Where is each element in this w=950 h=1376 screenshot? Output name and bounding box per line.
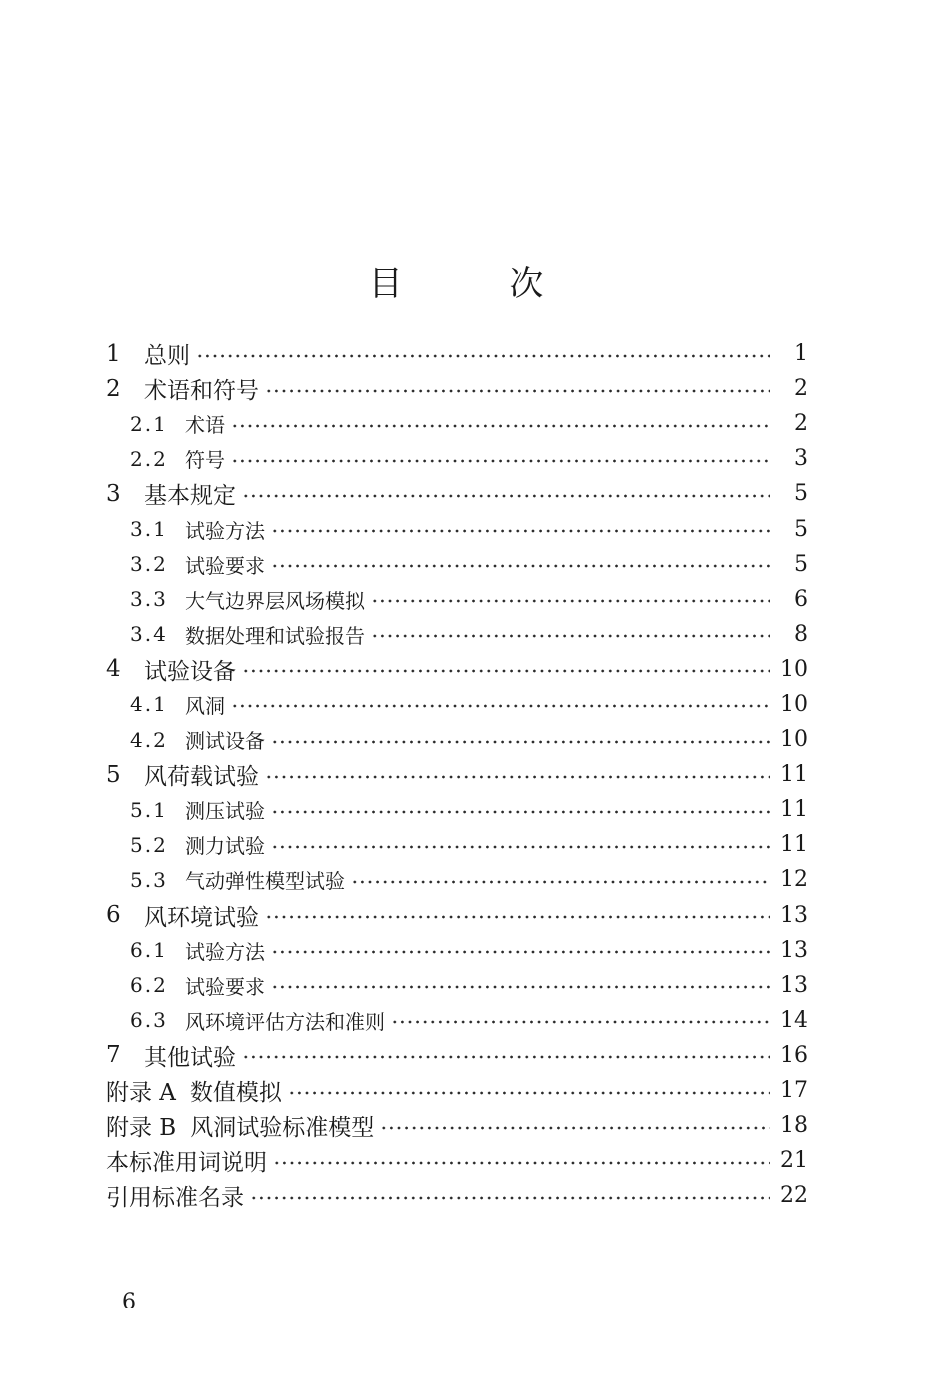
- toc-entry-number: 2.2: [130, 446, 168, 471]
- toc-entry-page: 6: [794, 586, 808, 612]
- toc-entry-title: 基本规定: [144, 483, 236, 510]
- page-title: 目 次: [368, 264, 592, 304]
- toc-entry-number: 2: [106, 375, 121, 402]
- dot-leader: [231, 704, 770, 708]
- toc-entry-number: 3.4: [130, 622, 168, 647]
- toc-entry-title: 引用标准名录: [106, 1185, 244, 1212]
- toc-entry-page: 11: [780, 797, 808, 823]
- toc-entry-number: 4: [106, 656, 121, 683]
- toc-entry-page: 17: [780, 1078, 808, 1104]
- toc-entry-number: 6.3: [130, 1008, 168, 1033]
- toc-entry-number: 3.2: [130, 552, 168, 577]
- dot-leader: [271, 845, 770, 849]
- toc-chapter-entry: [106, 898, 808, 933]
- toc-chapter-entry: [106, 476, 808, 511]
- toc-entry-page: 18: [780, 1113, 808, 1139]
- toc-entry-page: 3: [794, 446, 808, 472]
- toc-entry-number: 6.1: [130, 938, 168, 963]
- toc-entry-title: 试验方法: [185, 518, 265, 543]
- toc-entry-page: 1: [794, 341, 808, 367]
- toc-entry-number: 6: [106, 902, 121, 929]
- toc-section-entry: [106, 792, 808, 827]
- toc-entry-page: 14: [780, 1007, 808, 1033]
- toc-entry-number: 3.1: [130, 517, 168, 542]
- toc-entry-title: 试验设备: [144, 658, 236, 685]
- dot-leader: [231, 424, 770, 428]
- toc-entry-page: 10: [780, 656, 808, 682]
- toc-entry-page: 11: [780, 762, 808, 788]
- toc-section-entry: [106, 406, 808, 441]
- toc-entry-page: 5: [794, 481, 808, 507]
- toc-chapter-entry: [106, 757, 808, 792]
- toc-entry-page: 10: [780, 691, 808, 717]
- toc-entry-title: 总则: [144, 343, 190, 370]
- dot-leader: [265, 915, 770, 919]
- toc-section-entry: [106, 441, 808, 476]
- toc-entry-title: 符号: [185, 448, 225, 473]
- dot-leader: [273, 1161, 770, 1165]
- toc-section-entry: [106, 511, 808, 546]
- toc-entry-title: 风洞: [185, 693, 225, 718]
- dot-leader: [271, 529, 770, 533]
- toc-entry-title: 试验要求: [185, 553, 265, 578]
- dot-leader: [250, 1196, 770, 1200]
- toc-entry-title: 其他试验: [144, 1044, 236, 1071]
- toc-entry-page: 13: [780, 937, 808, 963]
- toc-entry-number: 5.1: [130, 797, 168, 822]
- toc-entry-number: 3: [106, 480, 121, 507]
- toc-entry-title: 风荷载试验: [144, 764, 259, 791]
- toc-chapter-entry: [106, 336, 808, 371]
- toc-chapter-entry: [106, 1178, 808, 1213]
- toc-entry-number: 5.3: [130, 867, 168, 892]
- dot-leader: [351, 880, 770, 884]
- toc-chapter-entry: [106, 1038, 808, 1073]
- dot-leader: [391, 1020, 770, 1024]
- toc-section-entry: [106, 968, 808, 1003]
- toc-entry-title: 风洞试验标准模型: [190, 1115, 375, 1142]
- toc-entry-page: 22: [780, 1183, 808, 1209]
- toc-entry-page: 8: [794, 621, 808, 647]
- toc-section-entry: [106, 687, 808, 722]
- page-number: 6: [122, 1290, 136, 1308]
- toc-entry-title: 大气边界层风场模拟: [185, 588, 365, 613]
- toc-entry-title: 试验方法: [185, 939, 265, 964]
- toc-entry-page: 10: [780, 727, 808, 753]
- dot-leader: [371, 599, 770, 603]
- toc-entry-title: 术语: [185, 413, 225, 438]
- dot-leader: [242, 494, 770, 498]
- toc-entry-page: 13: [780, 972, 808, 998]
- dot-leader: [242, 669, 770, 673]
- toc-entry-title: 气动弹性模型试验: [185, 869, 345, 894]
- toc-entry-page: 13: [780, 902, 808, 928]
- toc-entry-title: 本标准用词说明: [106, 1150, 267, 1177]
- dot-leader: [196, 354, 770, 358]
- toc-entry-page: 5: [794, 551, 808, 577]
- toc-entry-title: 测力试验: [185, 834, 265, 859]
- toc-entry-title: 测压试验: [185, 799, 265, 824]
- dot-leader: [271, 740, 770, 744]
- toc-chapter-entry: [106, 1073, 808, 1108]
- toc-section-entry: [106, 582, 808, 617]
- table-of-contents: [106, 336, 808, 1213]
- toc-chapter-entry: [106, 371, 808, 406]
- toc-entry-number: 5.2: [130, 832, 168, 857]
- dot-leader: [231, 459, 770, 463]
- dot-leader: [271, 564, 770, 568]
- toc-section-entry: [106, 617, 808, 652]
- dot-leader: [371, 634, 770, 638]
- toc-entry-number: 4.2: [130, 727, 168, 752]
- toc-entry-number: 附录 B: [106, 1115, 177, 1142]
- toc-entry-number: 附录 A: [106, 1080, 176, 1107]
- toc-entry-number: 6.2: [130, 973, 168, 998]
- toc-section-entry: [106, 862, 808, 897]
- toc-entry-page: 12: [780, 867, 808, 893]
- dot-leader: [265, 389, 770, 393]
- toc-entry-page: 16: [780, 1042, 808, 1068]
- toc-chapter-entry: [106, 1143, 808, 1178]
- dot-leader: [271, 985, 770, 989]
- toc-entry-title: 风环境评估方法和准则: [185, 1009, 385, 1034]
- toc-chapter-entry: [106, 652, 808, 687]
- dot-leader: [380, 1126, 770, 1130]
- toc-entry-number: 1: [106, 340, 121, 367]
- toc-entry-number: 7: [106, 1042, 121, 1069]
- toc-entry-number: 2.1: [130, 411, 168, 436]
- toc-entry-page: 2: [794, 376, 808, 402]
- toc-section-entry: [106, 1003, 808, 1038]
- toc-section-entry: [106, 827, 808, 862]
- toc-entry-number: 5: [106, 761, 121, 788]
- toc-section-entry: [106, 933, 808, 968]
- toc-entry-number: 3.3: [130, 587, 168, 612]
- dot-leader: [265, 775, 770, 779]
- toc-entry-title: 风环境试验: [144, 904, 259, 931]
- dot-leader: [271, 810, 770, 814]
- toc-entry-number: 4.1: [130, 692, 168, 717]
- toc-entry-page: 21: [780, 1148, 808, 1174]
- toc-chapter-entry: [106, 1108, 808, 1143]
- toc-entry-title: 术语和符号: [144, 378, 259, 405]
- dot-leader: [288, 1091, 770, 1095]
- toc-section-entry: [106, 547, 808, 582]
- toc-section-entry: [106, 722, 808, 757]
- toc-entry-page: 5: [794, 516, 808, 542]
- toc-entry-title: 数据处理和试验报告: [185, 623, 365, 648]
- dot-leader: [242, 1055, 770, 1059]
- toc-entry-title: 试验要求: [185, 974, 265, 999]
- toc-entry-page: 2: [794, 411, 808, 437]
- toc-entry-title: 数值模拟: [189, 1080, 282, 1107]
- toc-entry-title: 测试设备: [185, 729, 265, 754]
- dot-leader: [271, 950, 770, 954]
- toc-entry-page: 11: [780, 832, 808, 858]
